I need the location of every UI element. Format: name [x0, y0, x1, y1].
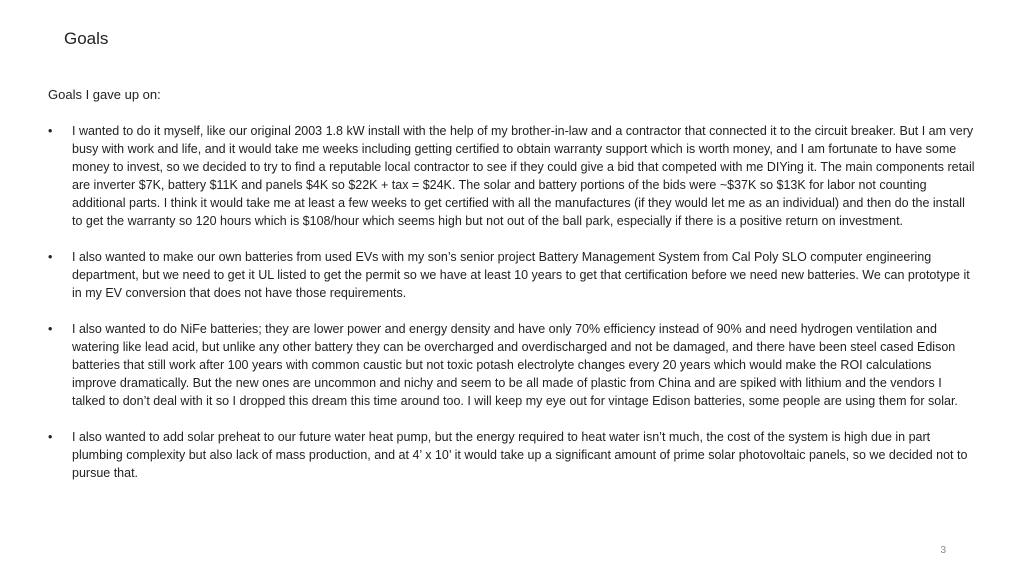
bullet-item-nife-batteries: [48, 320, 978, 410]
bullet-marker: •: [48, 322, 53, 336]
bullet-text: I also wanted to add solar preheat to our future water heat pump, but the energy required to heat water isn’t much, the cost of the system is high due in part plumbing complexity but also lack of mass production, and at 4’ x 10’ it would take up a significant amount of prime solar photovoltaic panels, so we decided not to pursue that.: [72, 430, 968, 480]
slide-title: Goals: [64, 29, 109, 48]
bullet-item-ev-batteries: [48, 248, 978, 302]
slide-subtitle: Goals I gave up on:: [48, 87, 161, 102]
bullet-text: I also wanted to make our own batteries from used EVs with my son’s senior project Battery Management System from Cal Poly SLO computer engineering department, but we need to get it UL listed to get the permit so we have at least 10 years to get that certification before we need new batteries. We can prototype it in my EV conversion that does not have those requirements.: [72, 250, 970, 300]
bullet-text: I also wanted to do NiFe batteries; they are lower power and energy density and have only 70% efficiency instead of 90% and need hydrogen ventilation and watering like lead acid, but unlike any other battery they can be overcharged and overdischarged and not be damaged, and there have been steel cased Edison batteries that still work after 100 years with common caustic but not toxic potash electrolyte changes every 20 years which would make the ROI calculations improve dramatically. But the new ones are uncommon and nichy and seem to be all made of plastic from China and are spiked with lithium and the vendors I talked to don’t deal with it so I dropped this dream this time around too. I will keep my eye out for vintage Edison batteries, some people are using them for solar.: [72, 322, 958, 408]
bullet-item-solar-preheat: [48, 428, 978, 482]
bullet-item-diy: [48, 122, 978, 230]
bullet-text: I wanted to do it myself, like our original 2003 1.8 kW install with the help of my brother-in-law and a contractor that connected it to the circuit breaker. But I am very busy with work and life, and it would take me weeks including getting certified to obtain warranty support which is worth money, and I am fortunate to have some money to invest, so we decided to try to find a reputable local contractor to see if they could give a bid that competed with me DIYing it. The main components retail are inverter $7K, battery $11K and panels $4K so $22K + tax = $24K. The solar and battery portions of the bids were ~$37K so $13K for labor not counting additional parts. I think it would take me at least a few weeks to get certified with all the manufactures (if they would let me as an individual) and then do the install to get the warranty so 120 hours which is $108/hour which seems high but not out of the ball park, especially if there is a positive return on investment.: [72, 124, 975, 228]
bullet-marker: •: [48, 430, 53, 444]
bullet-marker: •: [48, 124, 53, 138]
page-number: 3: [940, 545, 946, 556]
bullet-list: [48, 122, 978, 500]
bullet-marker: •: [48, 250, 53, 264]
